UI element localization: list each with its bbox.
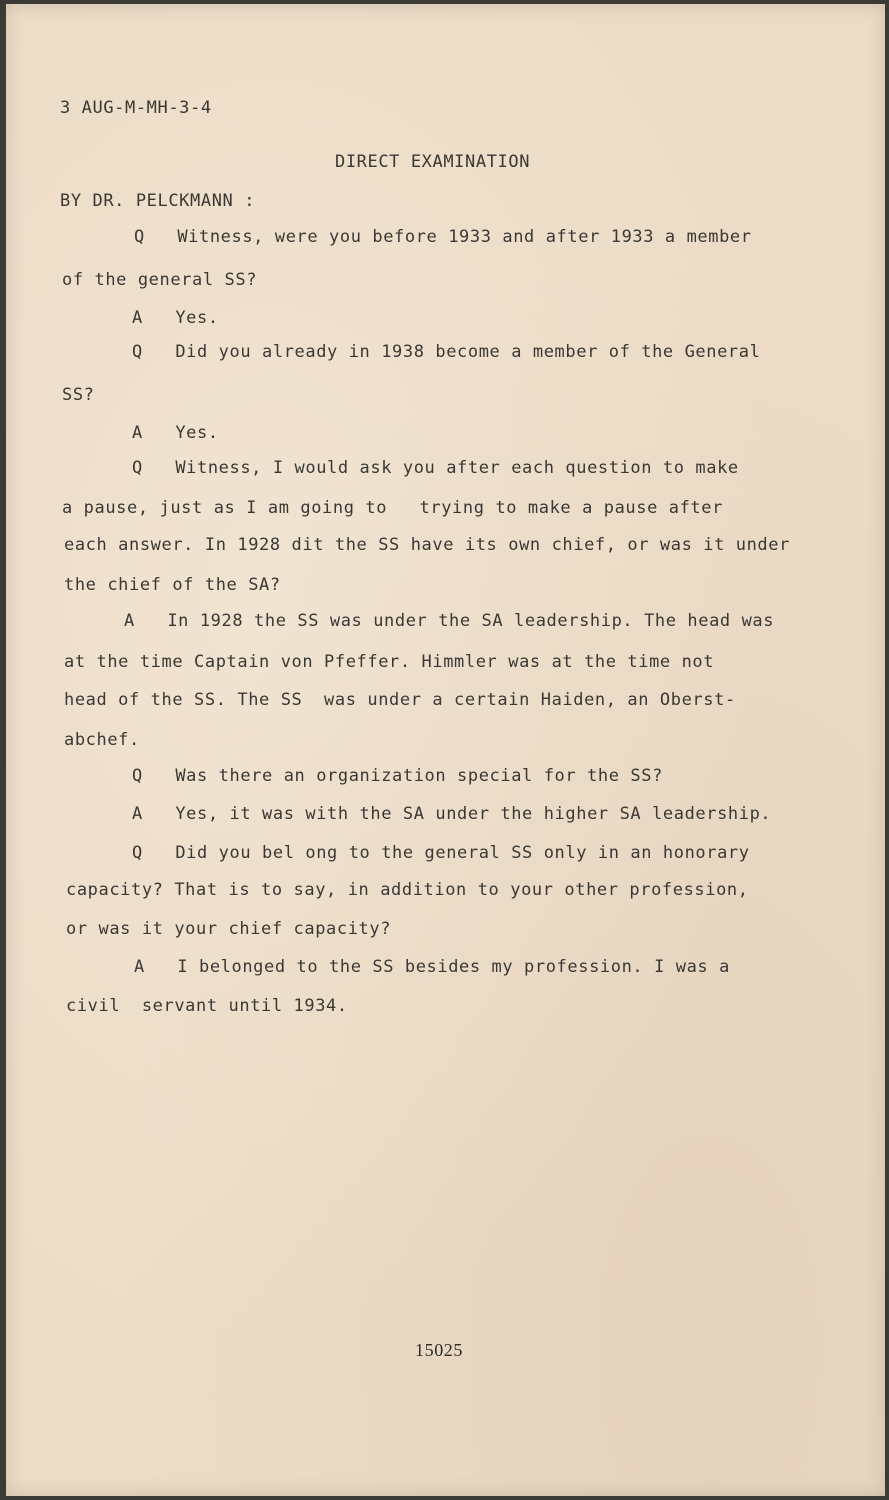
section-heading: DIRECT EXAMINATION: [335, 152, 531, 172]
transcript-line: A Yes, it was with the SA under the higher SA leadership.: [132, 804, 772, 824]
transcript-line: civil servant until 1934.: [66, 996, 348, 1016]
transcript-line: Q Witness, were you before 1933 and after 1933 a member: [134, 227, 752, 247]
document-reference-code: 3 AUG-M-MH-3-4: [60, 98, 212, 118]
transcript-line: Q Was there an organization special for the SS?: [132, 766, 663, 786]
transcript-line: each answer. In 1928 dit the SS have its own chief, or was it under: [64, 535, 790, 555]
transcript-line: capacity? That is to say, in addition to your other profession,: [66, 880, 749, 900]
transcript-line: or was it your chief capacity?: [66, 919, 392, 939]
transcript-line: abchef.: [64, 730, 140, 750]
transcript-line: Q Did you already in 1938 become a member of the General: [132, 342, 761, 362]
document-page: [6, 4, 885, 1496]
transcript-line: at the time Captain von Pfeffer. Himmler was at the time not: [64, 652, 715, 672]
examiner-label: BY DR. PELCKMANN :: [60, 191, 256, 211]
transcript-line: the chief of the SA?: [64, 575, 281, 595]
page-number: 15025: [415, 1340, 463, 1360]
transcript-line: A Yes.: [132, 423, 219, 443]
transcript-line: A In 1928 the SS was under the SA leadership. The head was: [124, 611, 775, 631]
transcript-line: a pause, just as I am going to trying to make a pause after: [62, 498, 723, 518]
transcript-line: of the general SS?: [62, 270, 258, 290]
transcript-line: Q Did you bel ong to the general SS only in an honorary: [132, 843, 750, 863]
transcript-line: A Yes.: [132, 308, 219, 328]
transcript-line: head of the SS. The SS was under a certain Haiden, an Oberst-: [64, 690, 736, 710]
transcript-line: Q Witness, I would ask you after each question to make: [132, 458, 739, 478]
transcript-line: A I belonged to the SS besides my profession. I was a: [134, 957, 730, 977]
transcript-line: SS?: [62, 385, 95, 405]
